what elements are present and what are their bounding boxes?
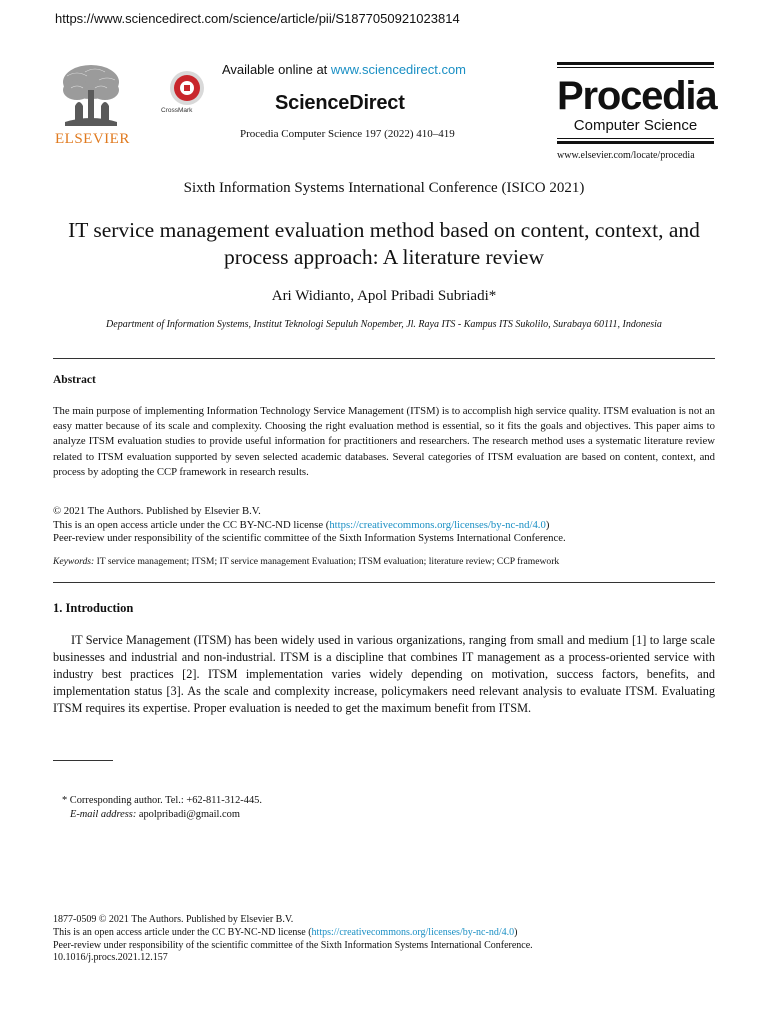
journal-subtitle: Computer Science — [573, 117, 698, 134]
crossmark-badge[interactable] — [168, 70, 206, 106]
footer-license-link[interactable]: https://creativecommons.org/licenses/by-nc-nd/4.0 — [311, 926, 515, 938]
footnote-corresponding: * Corresponding author. Tel.: +62-811-312-445. — [62, 795, 262, 806]
crossmark-label: CrossMark — [161, 107, 193, 114]
email-address[interactable]: apolpribadi@gmail.com — [136, 809, 240, 820]
license-line — [53, 519, 715, 533]
abstract-heading: Abstract — [53, 374, 96, 386]
license-suffix: ) — [545, 518, 550, 531]
page-footer — [53, 914, 715, 965]
sciencedirect-brand: ScienceDirect — [275, 92, 405, 114]
keywords-list: IT service management; ITSM; IT service management Evaluation; ITSM evaluation; literature review; CCP framework — [94, 556, 560, 567]
available-online — [222, 62, 466, 77]
footnote-rule — [53, 760, 113, 761]
copyright-line: © 2021 The Authors. Published by Elsevier B.V. — [53, 505, 261, 517]
footer-peer-review: Peer-review under responsibility of the scientific committee of the Sixth Information Systems International Conference. — [53, 939, 533, 951]
peer-review-line: Peer-review under responsibility of the scientific committee of the Sixth Information Systems International Conference. — [53, 532, 566, 545]
conference-name: Sixth Information Systems International Conference (ISICO 2021) — [183, 180, 585, 196]
keywords — [53, 556, 715, 567]
doi[interactable]: 10.1016/j.procs.2021.12.157 — [53, 952, 168, 964]
authors: Ari Widianto, Apol Pribadi Subriadi* — [271, 288, 497, 304]
license-prefix: This is an open access article under the CC BY-NC-ND license ( — [53, 518, 330, 531]
introduction-paragraph: IT Service Management (ITSM) has been widely used in various organizations, ranging from small and medium [1] to large scale businesses and industrial and non-industrial. ITSM is a discipline that combines IT management as a process-oriented service with industry best practices [2]. ITSM implementation varies widely depending on motivation, success factors, benefits, and implementation status [3]. As the scale and complexity increase, policymakers need relevant analysis to evaluate ITSM. Evaluating ITSM requires its expertise. Proper evaluation is needed to get the maximum benefit from ITSM. — [53, 633, 715, 715]
procedia-journal-logo — [557, 62, 717, 144]
issn-line: 1877-0509 © 2021 The Authors. Published by Elsevier B.V. — [53, 914, 294, 925]
elsevier-tree-logo — [55, 62, 127, 130]
copyright-block — [53, 505, 715, 546]
footnote-email — [70, 809, 240, 820]
logo-rule — [557, 62, 714, 65]
available-prefix: Available online at — [222, 62, 331, 77]
abstract-text: The main purpose of implementing Information Technology Service Management (ITSM) is to accomplish high service quality. ITSM evaluation is not an easy matter because of its scale and complexity. Choosing the right evaluation method is essential, so it fits the goals and objectives. This paper aims to analyze ITSM evaluation studies to provide useful information for practitioners and researchers. The research method uses a systematic literature review related to ITSM evaluation supported by seven selected academic databases. Several categories of ITSM evaluation are based on content, context, and process by adopting the CCP framework in research results. — [53, 405, 715, 478]
affiliation: Department of Information Systems, Institut Teknologi Sepuluh Nopember, Jl. Raya ITS - Kampus ITS Sukolilo, Surabaya 60111, Indonesia — [106, 319, 662, 330]
page-url[interactable]: https://www.sciencedirect.com/science/article/pii/S1877050921023814 — [55, 11, 460, 26]
divider — [53, 582, 715, 583]
license-link[interactable]: https://creativecommons.org/licenses/by-nc-nd/4.0 — [329, 518, 546, 531]
article-title: IT service management evaluation method based on content, context, and process approach: A literature review — [68, 218, 700, 269]
email-label: E-mail address: — [70, 809, 137, 820]
logo-rule — [557, 67, 714, 68]
journal-reference: Procedia Computer Science 197 (2022) 410–419 — [240, 128, 455, 140]
journal-title: Procedia — [557, 74, 717, 118]
footer-license-suffix: ) — [514, 926, 518, 938]
footer-license-line — [53, 927, 715, 940]
logo-rule — [557, 141, 714, 144]
footer-license-prefix: This is an open access article under the CC BY-NC-ND license ( — [53, 926, 312, 938]
elsevier-wordmark: ELSEVIER — [55, 131, 130, 147]
journal-url[interactable]: www.elsevier.com/locate/procedia — [557, 150, 695, 161]
sciencedirect-link[interactable]: www.sciencedirect.com — [330, 62, 467, 77]
section-heading-introduction: 1. Introduction — [53, 601, 134, 615]
keywords-label: Keywords: — [53, 556, 95, 567]
logo-rule — [557, 138, 714, 139]
divider — [53, 358, 715, 359]
crossmark-icon — [168, 70, 206, 106]
elsevier-logo — [55, 62, 127, 130]
